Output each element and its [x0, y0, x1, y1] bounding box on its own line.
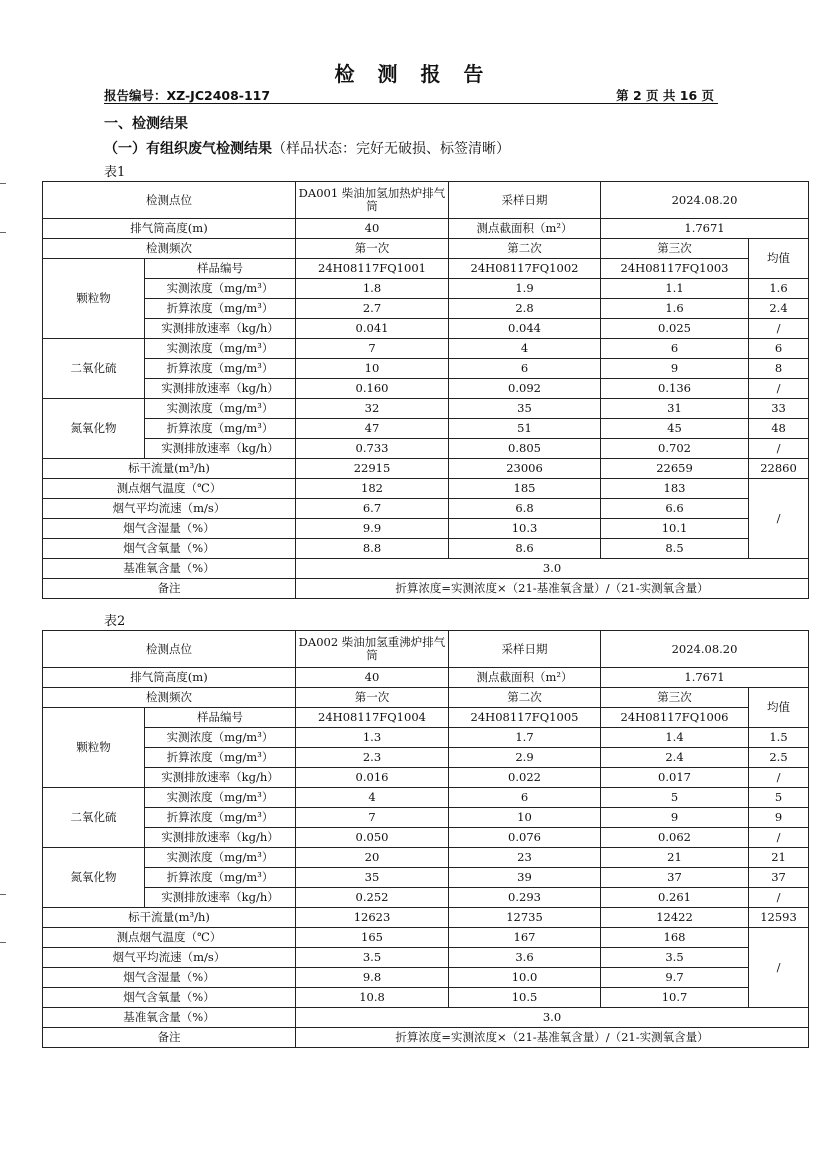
average-cell: 9 — [749, 808, 809, 828]
value-cell: 5 — [601, 788, 749, 808]
value-cell: 2.4 — [601, 748, 749, 768]
header-rule — [104, 103, 718, 104]
value-cell: 8.8 — [296, 539, 449, 559]
moisture-label: 烟气含湿量（%） — [43, 968, 296, 988]
value-cell: 32 — [296, 399, 449, 419]
frequency-label: 检测频次 — [43, 688, 296, 708]
value-cell: 47 — [296, 419, 449, 439]
table-label: 表1 — [104, 165, 126, 180]
value-cell: 0.044 — [449, 319, 601, 339]
reference-oxygen-label: 基准氧含量（%） — [43, 1008, 296, 1028]
value-cell: 6.7 — [296, 499, 449, 519]
value-cell: 0.062 — [601, 828, 749, 848]
value-cell: 23 — [449, 848, 601, 868]
converted-label: 折算浓度（mg/m³） — [145, 419, 296, 439]
value-cell: 7 — [296, 808, 449, 828]
flow-label: 标干流量(m³/h) — [43, 908, 296, 928]
stack-height-label: 排气筒高度(m) — [43, 668, 296, 688]
sample-date-label: 采样日期 — [449, 631, 601, 668]
section-area-label: 测点截面积（m²） — [449, 219, 601, 239]
value-cell: 20 — [296, 848, 449, 868]
remark-label: 备注 — [43, 1028, 296, 1048]
measured-label: 实测浓度（mg/m³） — [145, 848, 296, 868]
average-cell: 33 — [749, 399, 809, 419]
stack-height-label: 排气筒高度(m) — [43, 219, 296, 239]
report-header — [104, 86, 718, 104]
sample-no-cell: 24H08117FQ1004 — [296, 708, 449, 728]
value-cell: 0.041 — [296, 319, 449, 339]
value-cell: 0.805 — [449, 439, 601, 459]
value-cell: 9.7 — [601, 968, 749, 988]
stack-height-value: 40 — [296, 668, 449, 688]
value-cell: 9.9 — [296, 519, 449, 539]
so2-group-label: 二氧化硫 — [43, 788, 145, 848]
value-cell: 1.4 — [601, 728, 749, 748]
pm-group-label: 颗粒物 — [43, 708, 145, 788]
value-cell: 10.3 — [449, 519, 601, 539]
value-cell: 45 — [601, 419, 749, 439]
value-cell: 0.025 — [601, 319, 749, 339]
average-na-cell: / — [749, 479, 809, 559]
value-cell: 37 — [601, 868, 749, 888]
section-area-value: 1.7671 — [601, 219, 809, 239]
average-cell: 8 — [749, 359, 809, 379]
value-cell: 0.076 — [449, 828, 601, 848]
value-cell: 6.8 — [449, 499, 601, 519]
subsection-title: （一）有组织废气检测结果 — [104, 141, 272, 157]
rate-label: 实测排放速率（kg/h） — [145, 828, 296, 848]
value-cell: 183 — [601, 479, 749, 499]
value-cell: 22659 — [601, 459, 749, 479]
value-cell: 9.8 — [296, 968, 449, 988]
exhaust-table-1 — [42, 181, 809, 599]
value-cell: 0.050 — [296, 828, 449, 848]
value-cell: 185 — [449, 479, 601, 499]
section-area-value: 1.7671 — [601, 668, 809, 688]
value-cell: 12422 — [601, 908, 749, 928]
value-cell: 2.7 — [296, 299, 449, 319]
value-cell: 2.9 — [449, 748, 601, 768]
value-cell: 12623 — [296, 908, 449, 928]
value-cell: 168 — [601, 928, 749, 948]
value-cell: 35 — [296, 868, 449, 888]
value-cell: 0.160 — [296, 379, 449, 399]
value-cell: 31 — [601, 399, 749, 419]
average-cell: 21 — [749, 848, 809, 868]
value-cell: 0.136 — [601, 379, 749, 399]
sample-date-label: 采样日期 — [449, 182, 601, 219]
value-cell: 0.293 — [449, 888, 601, 908]
value-cell: 39 — [449, 868, 601, 888]
point-label: 检测点位 — [43, 182, 296, 219]
value-cell: 8.5 — [601, 539, 749, 559]
average-label: 均值 — [749, 239, 809, 279]
value-cell: 2.3 — [296, 748, 449, 768]
average-cell: 6 — [749, 339, 809, 359]
value-cell: 1.7 — [449, 728, 601, 748]
value-cell: 12735 — [449, 908, 601, 928]
flow-label: 标干流量(m³/h) — [43, 459, 296, 479]
reference-oxygen-value: 3.0 — [296, 1008, 809, 1028]
value-cell: 3.5 — [601, 948, 749, 968]
subsection-heading — [104, 138, 510, 158]
remark-label: 备注 — [43, 579, 296, 599]
value-cell: 6 — [449, 359, 601, 379]
third-label: 第三次 — [601, 239, 749, 259]
value-cell: 4 — [296, 788, 449, 808]
value-cell: 165 — [296, 928, 449, 948]
frequency-label: 检测频次 — [43, 239, 296, 259]
sample-date-value: 2024.08.20 — [601, 631, 809, 668]
reference-oxygen-label: 基准氧含量（%） — [43, 559, 296, 579]
value-cell: 3.6 — [449, 948, 601, 968]
sample-no-label: 样品编号 — [145, 259, 296, 279]
value-cell: 0.017 — [601, 768, 749, 788]
average-label: 均值 — [749, 688, 809, 728]
value-cell: 1.9 — [449, 279, 601, 299]
converted-label: 折算浓度（mg/m³） — [145, 299, 296, 319]
converted-label: 折算浓度（mg/m³） — [145, 808, 296, 828]
value-cell: 6.6 — [601, 499, 749, 519]
average-cell: 2.4 — [749, 299, 809, 319]
value-cell: 0.016 — [296, 768, 449, 788]
remark-value: 折算浓度=实测浓度×（21-基准氧含量）/（21-实测氧含量） — [296, 1028, 809, 1048]
average-na-cell: / — [749, 928, 809, 1008]
value-cell: 10.0 — [449, 968, 601, 988]
converted-label: 折算浓度（mg/m³） — [145, 748, 296, 768]
point-label: 检测点位 — [43, 631, 296, 668]
value-cell: 8.6 — [449, 539, 601, 559]
value-cell: 2.8 — [449, 299, 601, 319]
average-cell: / — [749, 888, 809, 908]
average-cell: 2.5 — [749, 748, 809, 768]
section-area-label: 测点截面积（m²） — [449, 668, 601, 688]
average-cell: / — [749, 379, 809, 399]
rate-label: 实测排放速率（kg/h） — [145, 768, 296, 788]
value-cell: 1.6 — [601, 299, 749, 319]
sample-no-cell: 24H08117FQ1001 — [296, 259, 449, 279]
value-cell: 9 — [601, 359, 749, 379]
value-cell: 167 — [449, 928, 601, 948]
value-cell: 10 — [449, 808, 601, 828]
value-cell: 6 — [449, 788, 601, 808]
oxygen-label: 烟气含氧量（%） — [43, 988, 296, 1008]
value-cell: 51 — [449, 419, 601, 439]
value-cell: 6 — [601, 339, 749, 359]
first-label: 第一次 — [296, 688, 449, 708]
value-cell: 10.5 — [449, 988, 601, 1008]
measured-label: 实测浓度（mg/m³） — [145, 399, 296, 419]
value-cell: 35 — [449, 399, 601, 419]
value-cell: 0.261 — [601, 888, 749, 908]
value-cell: 22915 — [296, 459, 449, 479]
average-cell: / — [749, 319, 809, 339]
value-cell: 182 — [296, 479, 449, 499]
sample-no-cell: 24H08117FQ1006 — [601, 708, 749, 728]
margin-mark — [0, 183, 6, 184]
remark-value: 折算浓度=实测浓度×（21-基准氧含量）/（21-实测氧含量） — [296, 579, 809, 599]
value-cell: 0.252 — [296, 888, 449, 908]
average-cell: 48 — [749, 419, 809, 439]
moisture-label: 烟气含湿量（%） — [43, 519, 296, 539]
value-cell: 1.1 — [601, 279, 749, 299]
average-cell: 1.5 — [749, 728, 809, 748]
average-cell: 12593 — [749, 908, 809, 928]
value-cell: 7 — [296, 339, 449, 359]
margin-mark — [0, 894, 6, 895]
point-value: DA001 柴油加氢加热炉排气筒 — [296, 182, 449, 219]
converted-label: 折算浓度（mg/m³） — [145, 868, 296, 888]
average-cell: 37 — [749, 868, 809, 888]
third-label: 第三次 — [601, 688, 749, 708]
velocity-label: 烟气平均流速（m/s） — [43, 948, 296, 968]
average-cell: 22860 — [749, 459, 809, 479]
value-cell: 4 — [449, 339, 601, 359]
nox-group-label: 氮氧化物 — [43, 848, 145, 908]
margin-mark — [0, 232, 6, 233]
average-cell: / — [749, 828, 809, 848]
value-cell: 0.733 — [296, 439, 449, 459]
pm-group-label: 颗粒物 — [43, 259, 145, 339]
point-value: DA002 柴油加氢重沸炉排气筒 — [296, 631, 449, 668]
margin-mark — [0, 942, 6, 943]
rate-label: 实测排放速率（kg/h） — [145, 439, 296, 459]
sample-status-note: （样品状态：完好无破损、标签清晰） — [272, 141, 510, 157]
value-cell: 0.702 — [601, 439, 749, 459]
report-title: 检 测 报 告 — [334, 62, 492, 86]
rate-label: 实测排放速率（kg/h） — [145, 888, 296, 908]
sample-no-cell: 24H08117FQ1002 — [449, 259, 601, 279]
average-cell: / — [749, 439, 809, 459]
oxygen-label: 烟气含氧量（%） — [43, 539, 296, 559]
value-cell: 9 — [601, 808, 749, 828]
stack-height-value: 40 — [296, 219, 449, 239]
first-label: 第一次 — [296, 239, 449, 259]
value-cell: 10.1 — [601, 519, 749, 539]
average-cell: 5 — [749, 788, 809, 808]
value-cell: 10 — [296, 359, 449, 379]
sample-no-label: 样品编号 — [145, 708, 296, 728]
sample-date-value: 2024.08.20 — [601, 182, 809, 219]
value-cell: 0.092 — [449, 379, 601, 399]
average-cell: / — [749, 768, 809, 788]
value-cell: 1.3 — [296, 728, 449, 748]
second-label: 第二次 — [449, 239, 601, 259]
temperature-label: 测点烟气温度（℃） — [43, 928, 296, 948]
sample-no-cell: 24H08117FQ1005 — [449, 708, 601, 728]
measured-label: 实测浓度（mg/m³） — [145, 279, 296, 299]
table-label: 表2 — [104, 614, 126, 629]
average-cell: 1.6 — [749, 279, 809, 299]
value-cell: 10.7 — [601, 988, 749, 1008]
reference-oxygen-value: 3.0 — [296, 559, 809, 579]
page-number: 第 2 页 共 16 页 — [616, 88, 714, 103]
value-cell: 23006 — [449, 459, 601, 479]
measured-label: 实测浓度（mg/m³） — [145, 339, 296, 359]
value-cell: 0.022 — [449, 768, 601, 788]
measured-label: 实测浓度（mg/m³） — [145, 728, 296, 748]
report-number: 报告编号：XZ-JC2408-117 — [104, 88, 271, 103]
converted-label: 折算浓度（mg/m³） — [145, 359, 296, 379]
rate-label: 实测排放速率（kg/h） — [145, 319, 296, 339]
so2-group-label: 二氧化硫 — [43, 339, 145, 399]
section-heading: 一、检测结果 — [104, 116, 188, 132]
value-cell: 10.8 — [296, 988, 449, 1008]
value-cell: 21 — [601, 848, 749, 868]
measured-label: 实测浓度（mg/m³） — [145, 788, 296, 808]
second-label: 第二次 — [449, 688, 601, 708]
value-cell: 3.5 — [296, 948, 449, 968]
velocity-label: 烟气平均流速（m/s） — [43, 499, 296, 519]
nox-group-label: 氮氧化物 — [43, 399, 145, 459]
exhaust-table-2 — [42, 630, 809, 1048]
sample-no-cell: 24H08117FQ1003 — [601, 259, 749, 279]
rate-label: 实测排放速率（kg/h） — [145, 379, 296, 399]
temperature-label: 测点烟气温度（℃） — [43, 479, 296, 499]
value-cell: 1.8 — [296, 279, 449, 299]
